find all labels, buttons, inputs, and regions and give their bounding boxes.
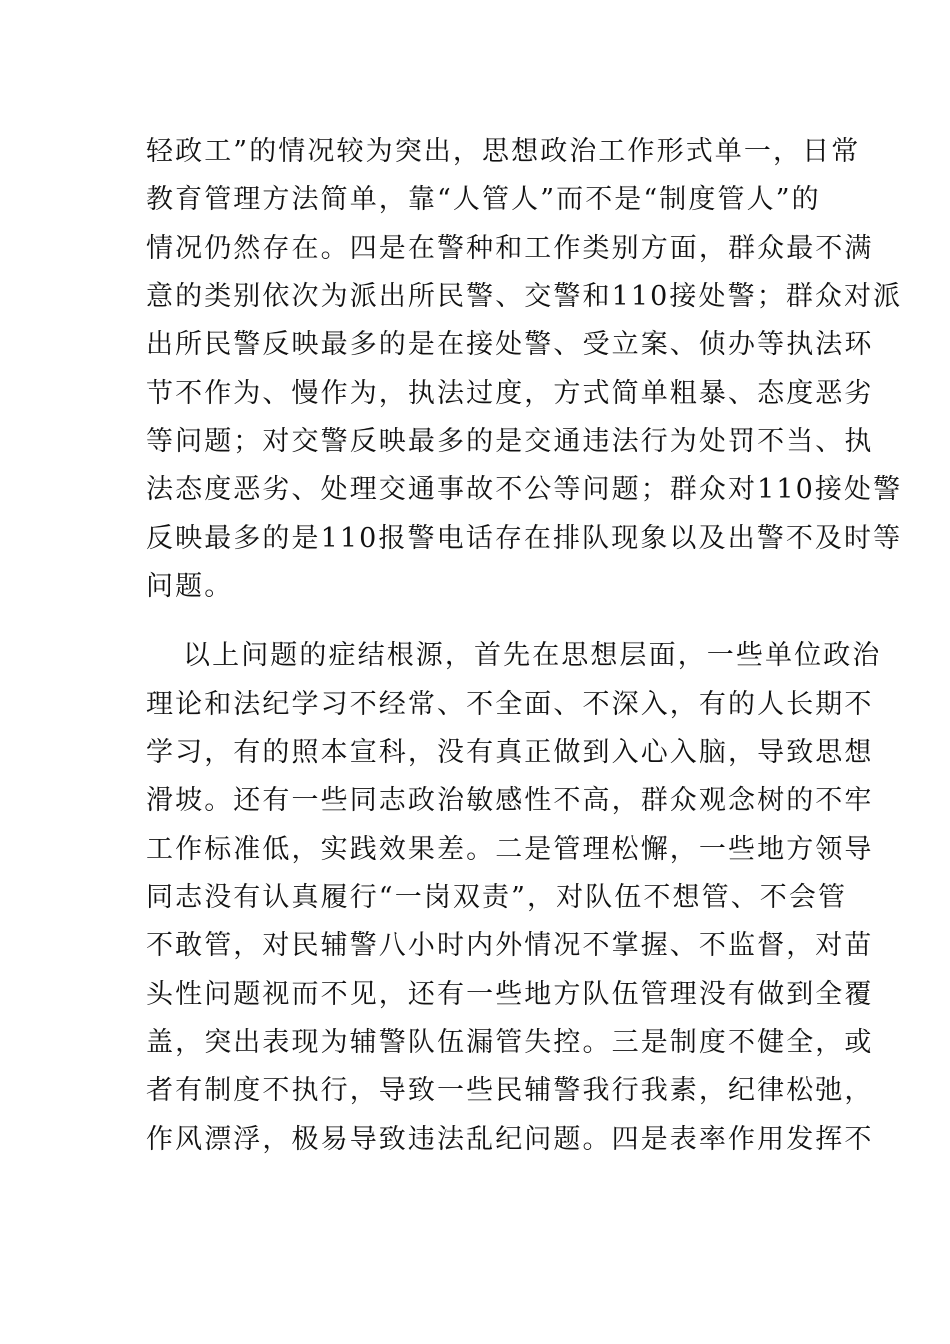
text-line: 等问题；对交警反映最多的是交通违法行为处罚不当、执 — [146, 426, 874, 457]
text-line: 工作标准低，实践效果差。二是管理松懈，一些地方领导 — [146, 834, 874, 865]
text-line: 作风漂浮，极易导致违法乱纪问题。四是表率作用发挥不 — [146, 1124, 874, 1155]
text-line: 轻政工”的情况较为突出，思想政治工作形式单一，日常 — [146, 136, 861, 167]
text-line: 意的类别依次为派出所民警、交警和110接处警；群众对派 — [146, 281, 903, 312]
text-line: 学习，有的照本宣科，没有真正做到入心入脑，导致思想 — [146, 737, 874, 768]
text-line: 同志没有认真履行“一岗双责”，对队伍不想管、不会管 — [146, 882, 848, 913]
text-line: 头性问题视而不见，还有一些地方队伍管理没有做到全覆 — [146, 979, 874, 1010]
text-line: 不敢管，对民辅警八小时内外情况不掌握、不监督，对苗 — [146, 930, 874, 961]
text-line: 理论和法纪学习不经常、不全面、不深入，有的人长期不 — [146, 689, 874, 720]
text-line: 情况仍然存在。四是在警种和工作类别方面，群众最不满 — [146, 233, 874, 264]
text-line: 盖，突出表现为辅警队伍漏管失控。三是制度不健全，或 — [146, 1027, 874, 1058]
text-line: 滑坡。还有一些同志政治敏感性不高，群众观念树的不牢 — [146, 785, 874, 816]
text-line: 问题。 — [146, 571, 234, 602]
text-line: 出所民警反映最多的是在接处警、受立案、侦办等执法环 — [146, 329, 874, 360]
text-line: 教育管理方法简单，靠“人管人”而不是“制度管人”的 — [146, 184, 821, 215]
text-line: 者有制度不执行，导致一些民辅警我行我素，纪律松弛， — [146, 1075, 874, 1106]
text-line: 法态度恶劣、处理交通事故不公等问题；群众对110接处警 — [146, 474, 903, 505]
text-line: 反映最多的是110报警电话存在排队现象以及出警不及时等 — [146, 523, 903, 554]
text-line: 以上问题的症结根源，首先在思想层面，一些单位政治 — [183, 640, 882, 671]
text-line: 节不作为、慢作为，执法过度，方式简单粗暴、态度恶劣 — [146, 378, 874, 409]
